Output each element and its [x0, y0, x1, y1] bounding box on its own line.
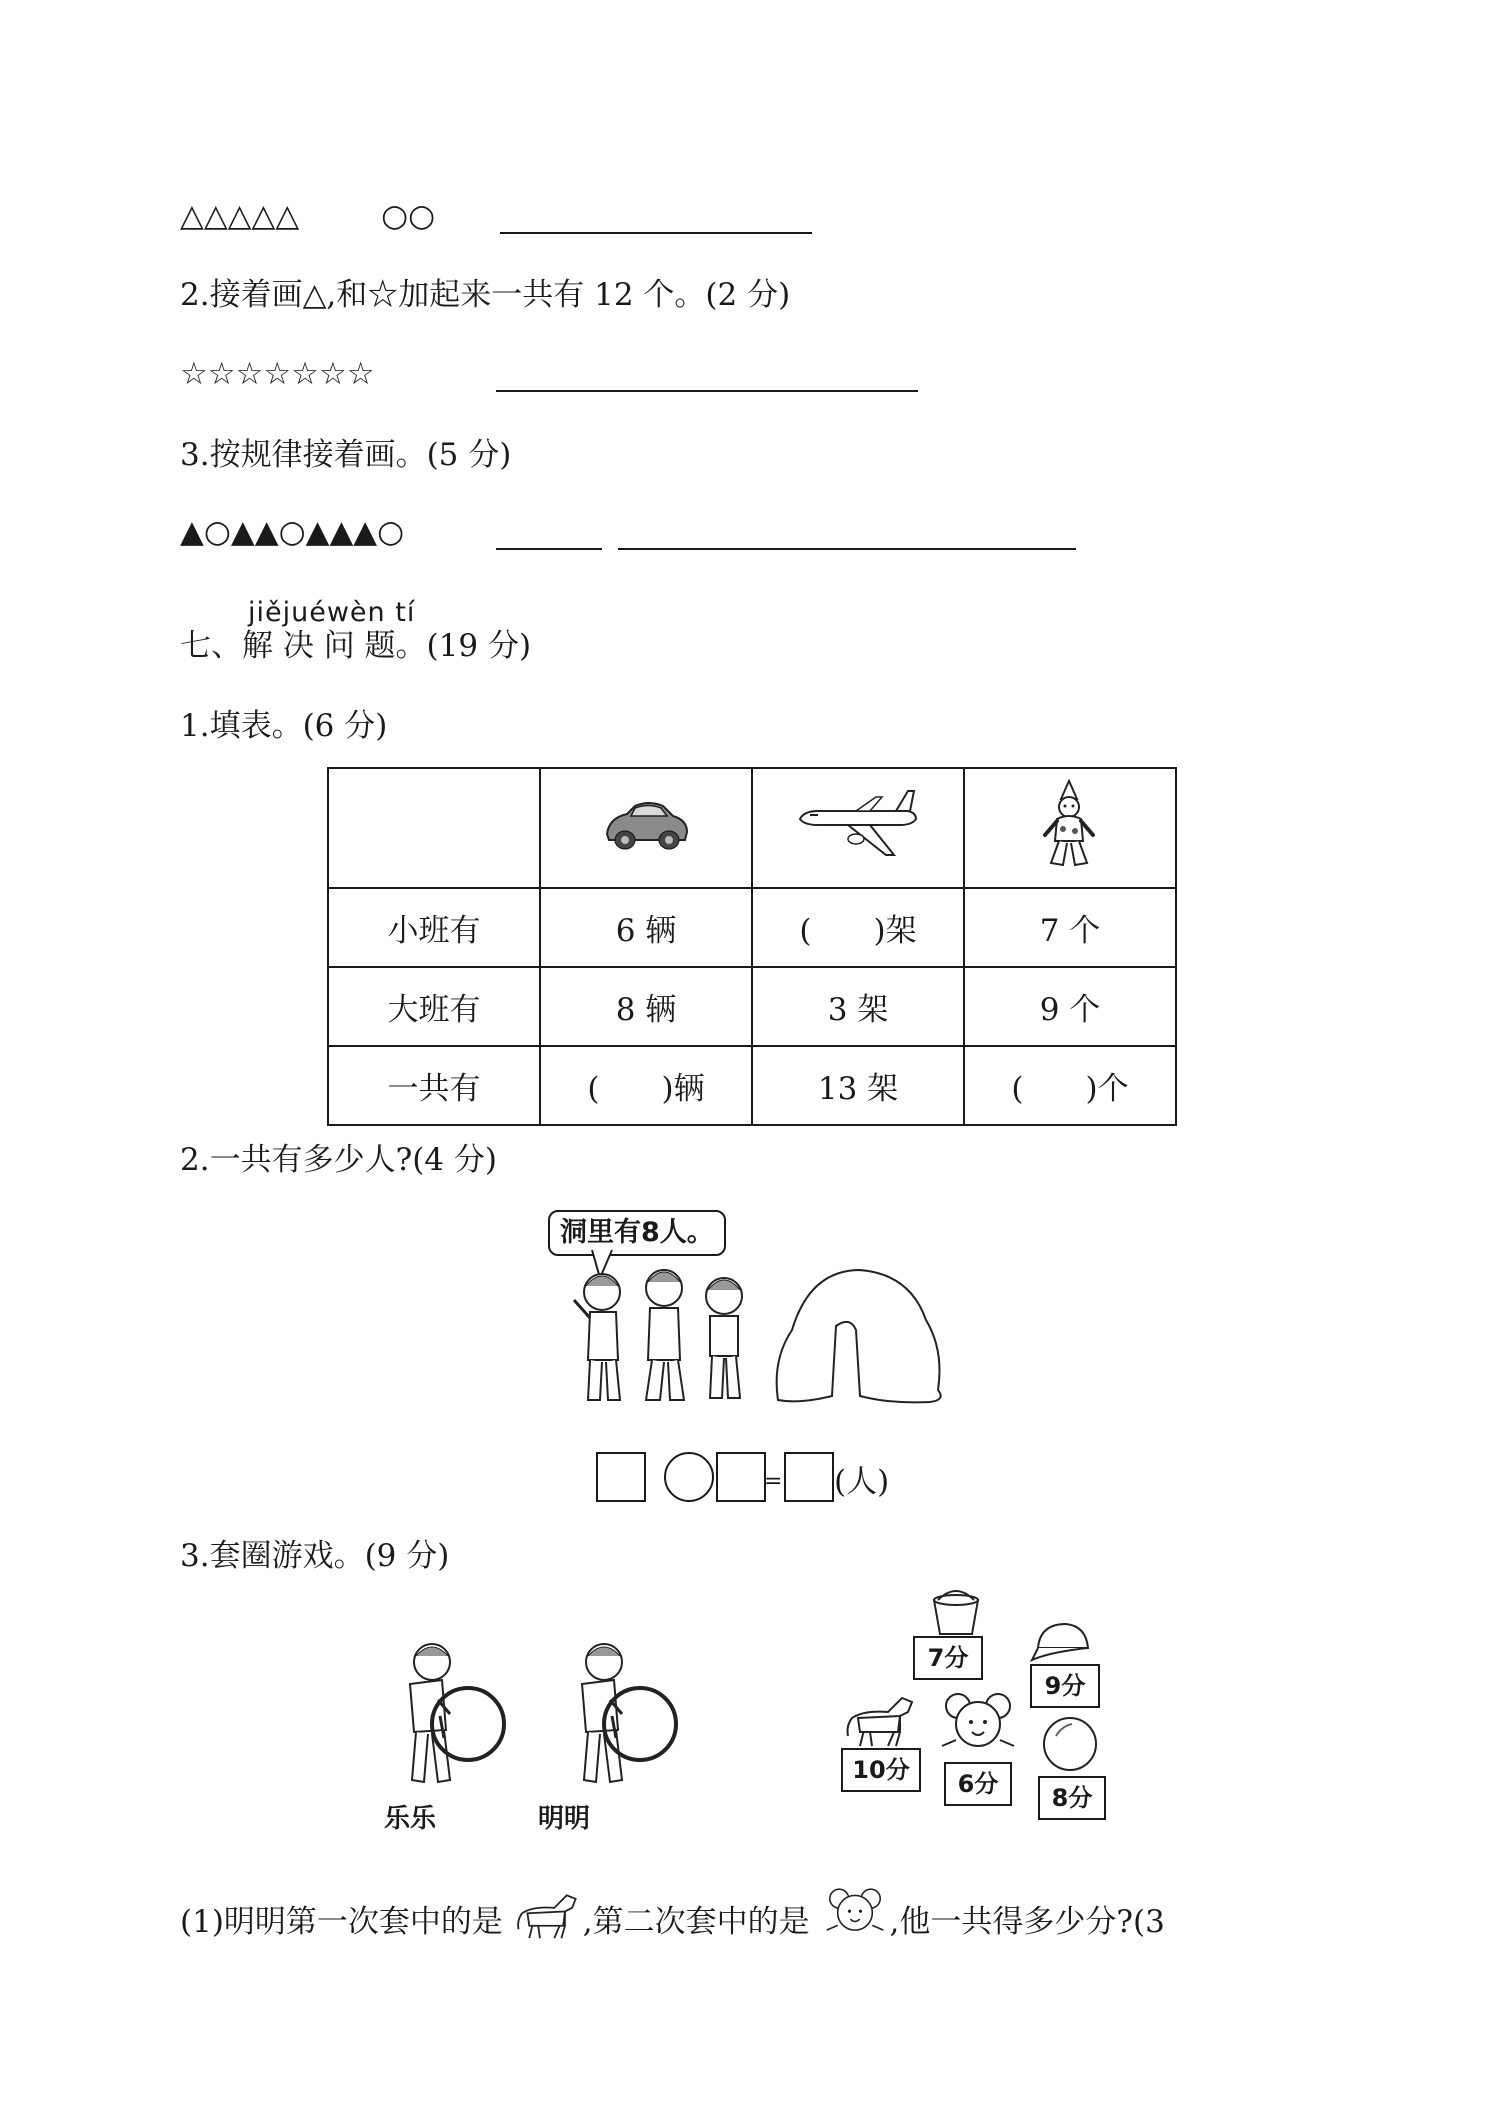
question-7-3-1 — [180, 1886, 1165, 1942]
car-icon — [601, 794, 691, 854]
fill-table — [327, 767, 1177, 1126]
answer-blank[interactable] — [618, 548, 1076, 550]
name-leile: 乐乐 — [384, 1804, 437, 1834]
question-part: ,他一共得多少分?(3 — [889, 1904, 1165, 1940]
triangles-row — [180, 196, 435, 236]
answer-box[interactable] — [784, 1452, 834, 1502]
table-cell[interactable]: ( )架 — [752, 888, 964, 967]
airplane-icon — [796, 789, 920, 859]
table-cell[interactable]: ( )个 — [964, 1046, 1176, 1125]
stars-row: ☆☆☆☆☆☆☆ — [180, 356, 375, 392]
score-label-ball: 8分 — [1038, 1776, 1106, 1820]
horse-inline-icon — [513, 1890, 583, 1940]
leile-hoop-illustration — [380, 1640, 510, 1790]
table-cell: 大班有 — [328, 967, 540, 1046]
speech-bubble: 洞里有8人。 — [548, 1210, 726, 1256]
table-cell[interactable]: ( )辆 — [540, 1046, 752, 1125]
score-label-bucket: 7分 — [913, 1636, 983, 1680]
table-cell: 3 架 — [752, 967, 964, 1046]
table-cell — [540, 768, 752, 888]
pinyin-annotation: jiějuéwèn tí — [248, 597, 416, 628]
table-cell: 9 个 — [964, 967, 1176, 1046]
ball-icon — [1040, 1714, 1100, 1774]
horse-icon — [844, 1692, 918, 1748]
answer-blank[interactable] — [500, 232, 812, 234]
triangles: △△△△△ — [180, 198, 300, 234]
table-cell: 8 辆 — [540, 967, 752, 1046]
equals-sign: = — [764, 1469, 783, 1494]
question-7-1: 1.填表。(6 分) — [180, 708, 388, 744]
name-mingming: 明明 — [538, 1804, 591, 1834]
bucket-icon — [928, 1590, 984, 1636]
cap-icon — [1030, 1618, 1092, 1662]
table-cell: 小班有 — [328, 888, 540, 967]
question-part: (1)明明第一次套中的是 — [180, 1904, 503, 1940]
question-7-2: 2.一共有多少人?(4 分) — [180, 1142, 497, 1178]
answer-box[interactable] — [596, 1452, 646, 1502]
score-label-horse: 10分 — [841, 1748, 921, 1792]
table-cell: 6 辆 — [540, 888, 752, 967]
table-cell — [328, 768, 540, 888]
circles: ○○ — [381, 198, 436, 234]
question-6-2: 2.接着画△,和☆加起来一共有 12 个。(2 分) — [180, 277, 791, 313]
girl-face-inline-icon — [820, 1886, 890, 1938]
table-cell: 7 个 — [964, 888, 1176, 967]
doll-icon — [1037, 779, 1103, 869]
table-row — [328, 888, 1176, 967]
mingming-hoop-illustration — [552, 1640, 682, 1790]
table-cell — [964, 768, 1176, 888]
question-7-3: 3.套圈游戏。(9 分) — [180, 1538, 450, 1574]
boys-and-cave-illustration — [560, 1250, 950, 1420]
table-row — [328, 967, 1176, 1046]
equation-unit: (人) — [834, 1464, 890, 1500]
table-header-row — [328, 768, 1176, 888]
girl-face-icon — [938, 1690, 1018, 1756]
section-title: 七、解 决 问 题。(19 分) — [180, 628, 532, 664]
answer-blank[interactable] — [496, 390, 918, 392]
answer-blank[interactable] — [496, 548, 602, 550]
score-label-girl: 6分 — [944, 1762, 1012, 1806]
question-6-3: 3.按规律接着画。(5 分) — [180, 437, 512, 473]
table-cell: 一共有 — [328, 1046, 540, 1125]
table-cell: 13 架 — [752, 1046, 964, 1125]
table-cell — [752, 768, 964, 888]
answer-box[interactable] — [716, 1452, 766, 1502]
operator-circle[interactable] — [664, 1452, 714, 1502]
table-row — [328, 1046, 1176, 1125]
score-label-cap: 9分 — [1030, 1664, 1100, 1708]
pattern-row: ▲○▲▲○▲▲▲○ — [180, 514, 405, 550]
question-part: ,第二次套中的是 — [582, 1904, 810, 1940]
